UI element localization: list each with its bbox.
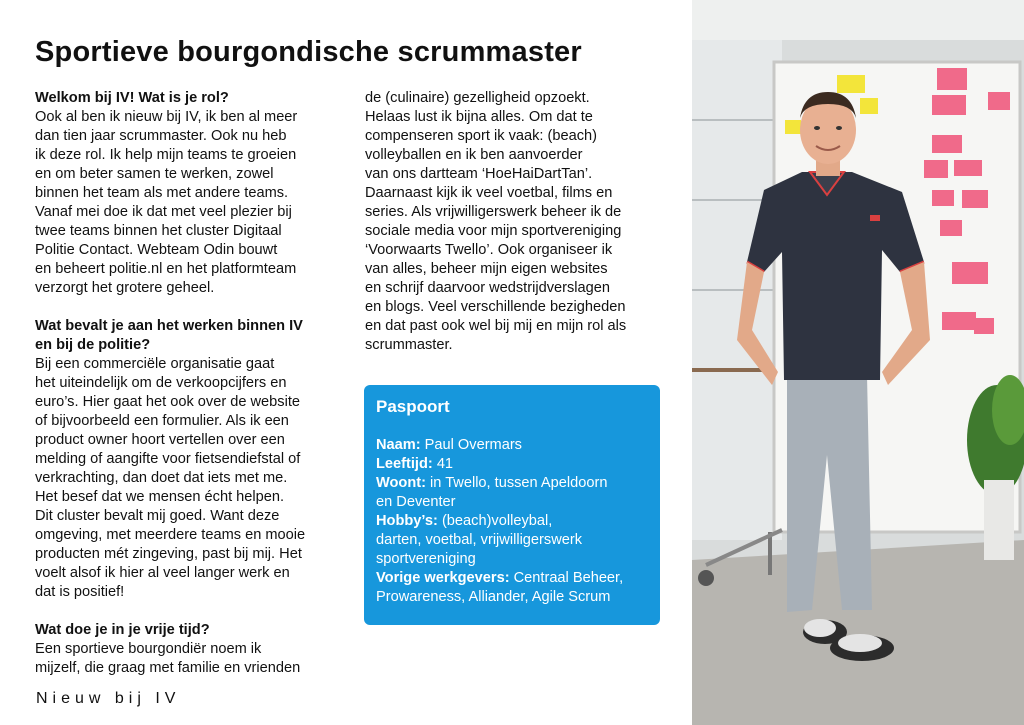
answer-role-line: Ook al ben ik nieuw bij IV, ik ben al meer: [35, 109, 298, 125]
passport-hobbies-key: Hobby’s:: [376, 513, 438, 529]
answer-work-line: melding of aangifte voor fietsendiefstal of: [35, 451, 301, 467]
passport-age: [376, 455, 648, 474]
answer-work-line: product owner hoort vertellen over een: [35, 432, 285, 448]
answer-work-line: voelt alsof ik hier al veel langer werk en: [35, 565, 290, 581]
passport-age-key: Leeftijd:: [376, 456, 433, 472]
answer-free-time-line: Een sportieve bourgondiër noem ik: [35, 641, 262, 657]
question-work: Wat bevalt je aan het werken binnen IV: [35, 318, 303, 334]
answer-work-line: of bijvoorbeeld een formulier. Als ik een: [35, 413, 289, 429]
question-role: Welkom bij IV! Wat is je rol?: [35, 90, 229, 106]
question-work-cont: en bij de politie?: [35, 337, 151, 353]
answer-work-line: omgeving, met meerdere teams en mooie: [35, 527, 306, 543]
passport-hobbies-cont: darten, voetbal, vrijwilligerswerk: [376, 532, 583, 548]
answer-free-time-line: de (culinaire) gezelligheid opzoekt.: [365, 90, 590, 106]
footer-section-label: Nieuw bij IV: [36, 690, 181, 707]
answer-free-time-line: Helaas lust ik bijna alles. Om dat te: [365, 109, 593, 125]
answer-free-time-line: volleyballen en ik ben aanvoerder: [365, 147, 583, 163]
answer-role-line: en om beter samen te werken, zowel: [35, 166, 274, 182]
passport-previous-value: Centraal Beheer,: [509, 570, 624, 586]
answer-free-time-line: scrummaster.: [365, 337, 453, 353]
answer-work-line: euro’s. Hier gaat het ook over de website: [35, 394, 301, 410]
answer-role-line: Vanaf mei doe ik dat met veel plezier bij: [35, 204, 292, 220]
page-title: Sportieve bourgondische scrummaster: [35, 36, 582, 68]
passport-hobbies: [376, 512, 648, 531]
passport-previous: [376, 569, 648, 588]
portrait-illustration: [692, 0, 1024, 725]
answer-free-time-line: mijzelf, die graag met familie en vrienden: [35, 660, 301, 676]
passport-previous-key: Vorige werkgevers:: [376, 570, 510, 586]
answer-work-line: het uiteindelijk om de verkoopcijfers en: [35, 375, 287, 391]
passport-home-key: Woont:: [376, 475, 426, 491]
answer-work-line: Bij een commerciële organisatie gaat: [35, 356, 275, 372]
passport-title: Paspoort: [376, 397, 450, 416]
answer-role-line: twee teams binnen het cluster Digitaal: [35, 223, 282, 239]
passport-hobbies-cont: sportvereniging: [376, 551, 476, 567]
answer-role-line: en beheert politie.nl en het platformteam: [35, 261, 297, 277]
text-column-left: [35, 89, 335, 678]
answer-free-time-line: sociale media voor mijn sportvereniging: [365, 223, 622, 239]
answer-role-line: Politie Contact. Webteam Odin bouwt: [35, 242, 278, 258]
passport-previous-cont: Prowareness, Alliander, Agile Scrum: [376, 589, 611, 605]
passport-hobbies-value: (beach)volleybal,: [437, 513, 553, 529]
answer-role-line: verzorgt het grotere geheel.: [35, 280, 215, 296]
passport-age-value: 41: [432, 456, 454, 472]
answer-role-line: dan tien jaar scrummaster. Ook nu heb: [35, 128, 287, 144]
answer-free-time-line: compenseren sport ik vaak: (beach): [365, 128, 597, 144]
answer-role-line: ik deze rol. Ik help mijn teams te groeien: [35, 147, 297, 163]
answer-work-line: producten mét zingeving, past bij mij. Het: [35, 546, 302, 562]
answer-free-time-line: van ons dartteam ‘HoeHaiDartTan’.: [365, 166, 593, 182]
answer-role-line: binnen het team als met andere teams.: [35, 185, 289, 201]
answer-work-line: verkrachting, dan doet dat iets met me.: [35, 470, 288, 486]
passport-home: [376, 474, 648, 493]
passport-home-value: in Twello, tussen Apeldoorn: [425, 475, 608, 491]
passport-box: [364, 385, 660, 625]
passport-name-value: Paul Overmars: [420, 437, 522, 453]
question-free-time: Wat doe je in je vrije tijd?: [35, 622, 210, 638]
answer-work-line: Het besef dat we mensen écht helpen.: [35, 489, 285, 505]
answer-free-time-line: en schrijf daarvoor wedstrijdverslagen: [365, 280, 610, 296]
answer-free-time-line: van alles, beheer mijn eigen websites: [365, 261, 608, 277]
answer-free-time-line: en blogs. Veel verschillende bezigheden: [365, 299, 626, 315]
portrait-photo: [692, 0, 1024, 725]
text-column-right: [365, 89, 665, 355]
answer-free-time-line: en dat past ook wel bij mij en mijn rol als: [365, 318, 627, 334]
passport-name: [376, 436, 648, 455]
answer-work-line: dat is positief!: [35, 584, 125, 600]
passport-home-cont: en Deventer: [376, 494, 456, 510]
answer-free-time-line: Daarnaast kijk ik veel voetbal, films en: [365, 185, 613, 201]
answer-work-line: Dit cluster bevalt mij goed. Want deze: [35, 508, 280, 524]
passport-name-key: Naam:: [376, 437, 421, 453]
answer-free-time-line: series. Als vrijwilligerswerk beheer ik de: [365, 204, 622, 220]
answer-free-time-line: ‘Voorwaarts Twello’. Ook organiseer ik: [365, 242, 613, 258]
